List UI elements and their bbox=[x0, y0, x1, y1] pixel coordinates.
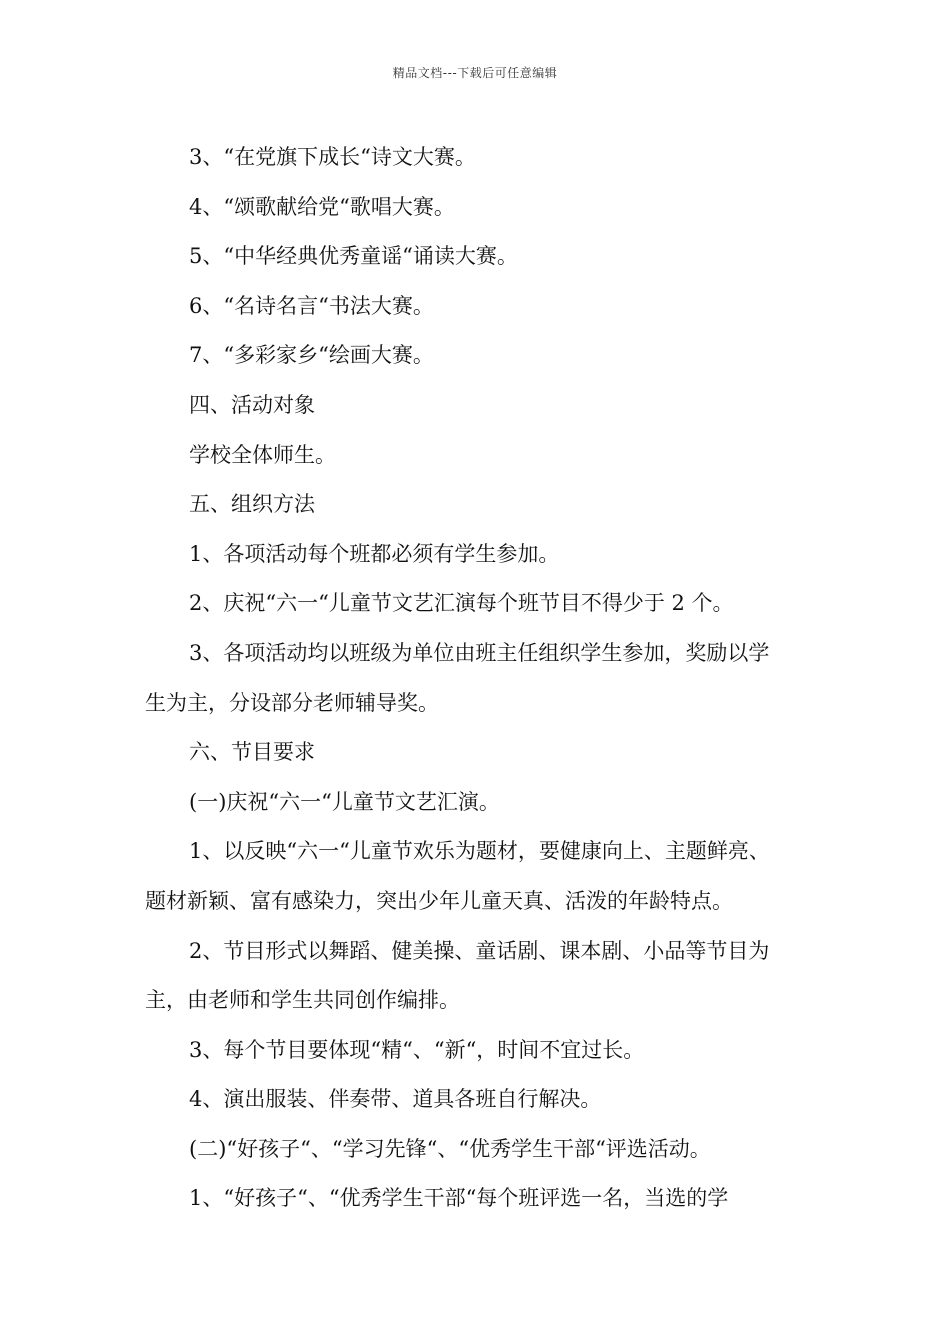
paragraph-line: 1、以反映“六一“儿童节欢乐为题材，要健康向上、主题鲜亮、 bbox=[189, 839, 770, 864]
paragraph-line: 3、各项活动均以班级为单位由班主任组织学生参加，奖励以学 bbox=[189, 640, 770, 665]
paragraph-line: 6、“名诗名言“书法大赛。 bbox=[189, 293, 434, 318]
section-heading: 五、组织方法 bbox=[189, 492, 315, 517]
section-heading: 四、活动对象 bbox=[189, 392, 315, 417]
paragraph-line: 7、“多彩家乡“绘画大赛。 bbox=[189, 343, 434, 368]
subsection-heading: (一)庆祝“六一“儿童节文艺汇演。 bbox=[189, 789, 500, 814]
paragraph-line: 3、每个节目要体现“精“、“新“，时间不宜过长。 bbox=[189, 1037, 645, 1062]
subsection-heading: (二)“好孩子“、“学习先锋“、“优秀学生干部“评选活动。 bbox=[189, 1136, 711, 1161]
paragraph-line: 4、演出服装、伴奏带、道具各班自行解决。 bbox=[189, 1087, 602, 1112]
paragraph-line: 2、节目形式以舞蹈、健美操、童话剧、课本剧、小品等节目为 bbox=[189, 938, 770, 963]
paragraph-line: 学校全体师生。 bbox=[189, 442, 336, 467]
paragraph-line: 4、“颂歌献给党“歌唱大赛。 bbox=[189, 194, 455, 219]
paragraph-line: 1、各项活动每个班都必须有学生参加。 bbox=[189, 541, 560, 566]
paragraph-line: 2、庆祝“六一“儿童节文艺汇演每个班节目不得少于 2 个。 bbox=[189, 591, 734, 616]
page-header: 精品文档---下载后可任意编辑 bbox=[392, 66, 558, 80]
paragraph-line: 1、“好孩子“、“优秀学生干部“每个班评选一名，当选的学 bbox=[189, 1186, 729, 1211]
section-heading: 六、节目要求 bbox=[189, 740, 315, 765]
paragraph-line: 3、“在党旗下成长“诗文大赛。 bbox=[189, 145, 476, 169]
paragraph-line: 5、“中华经典优秀童谣“诵读大赛。 bbox=[189, 244, 518, 269]
paragraph-line: 生为主，分设部分老师辅导奖。 bbox=[145, 690, 439, 715]
document-body bbox=[145, 133, 805, 1224]
paragraph-line: 主，由老师和学生共同创作编排。 bbox=[145, 988, 460, 1013]
paragraph-line: 题材新颖、富有感染力，突出少年儿童天真、活泼的年龄特点。 bbox=[145, 888, 733, 913]
